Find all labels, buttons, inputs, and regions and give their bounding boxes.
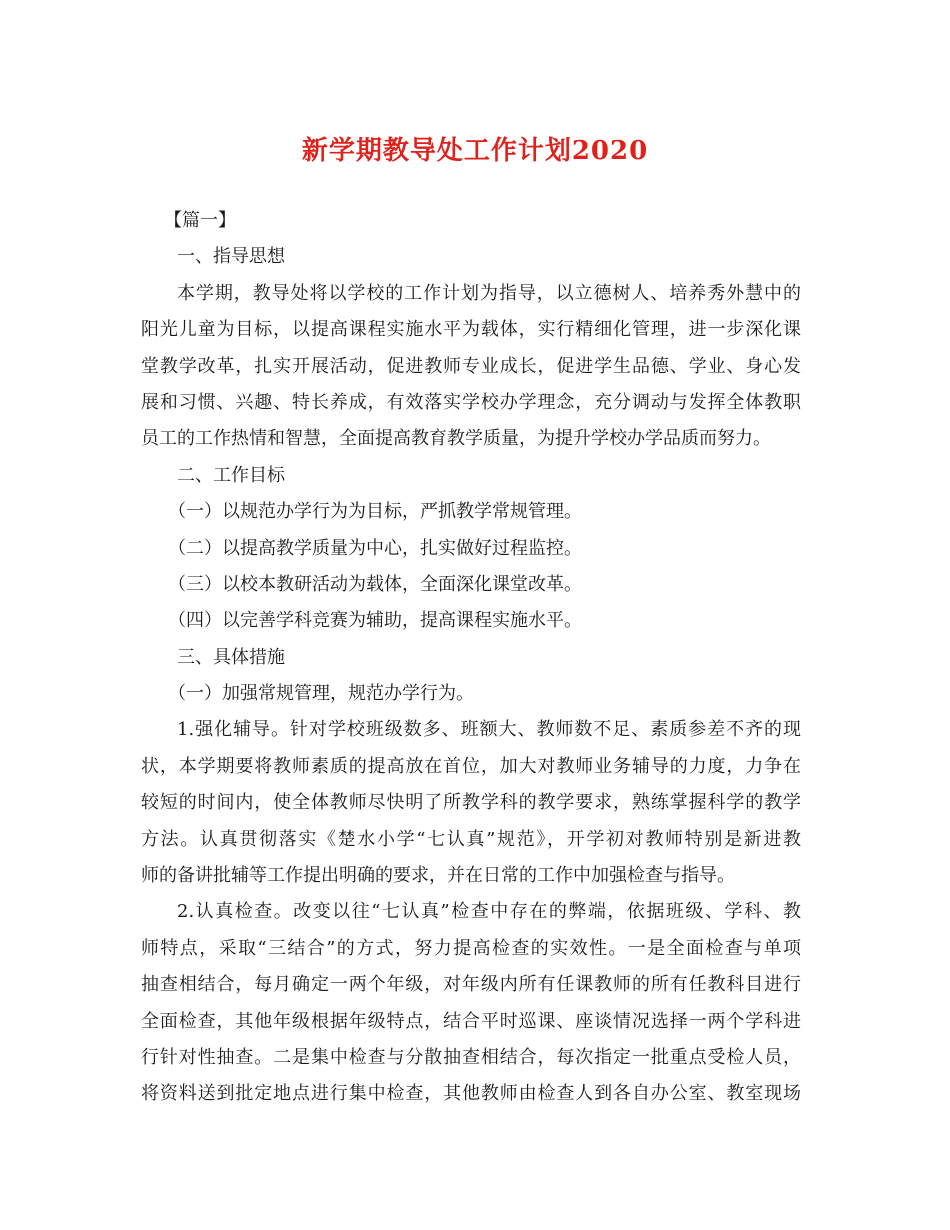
paragraph-line: 将资料送到批定地点进行集中检查，其他教师由检查人到各自办公室、教室现场 bbox=[141, 1083, 801, 1105]
paragraph-line: 阳光儿童为目标，以提高课程实施水平为载体，实行精细化管理，进一步深化课 bbox=[141, 319, 801, 341]
document-title: 新学期教导处工作计划2020 bbox=[301, 136, 649, 166]
paragraph-line: 全面检查，其他年级根据年级特点，结合平时巡课、座谈情况选择一两个学科进 bbox=[141, 1010, 801, 1032]
paragraph-line: 2.认真检查。改变以往“七认真”检查中存在的弊端，依据班级、学科、教 bbox=[177, 901, 801, 923]
goal-item: （四）以完善学科竞赛为辅助，提高课程实施水平。 bbox=[168, 610, 582, 632]
heading-work-goals: 二、工作目标 bbox=[177, 464, 285, 486]
subheading: （一）加强常规管理，规范办学行为。 bbox=[168, 683, 474, 705]
document-body bbox=[141, 203, 801, 1113]
heading-guiding-ideology: 一、指导思想 bbox=[177, 246, 285, 268]
heading-specific-measures: 三、具体措施 bbox=[177, 646, 285, 668]
paragraph-line: 状，本学期要将教师素质的提高放在首位，加大对教师业务辅导的力度，力争在 bbox=[141, 755, 801, 777]
paragraph-line: 1.强化辅导。针对学校班级数多、班额大、教师数不足、素质参差不齐的现 bbox=[177, 719, 801, 741]
paragraph-line: 抽查相结合，每月确定一两个年级，对年级内所有任课教师的所有任教科目进行 bbox=[141, 974, 801, 996]
section-label: 【篇一】 bbox=[164, 210, 236, 231]
paragraph-line: 员工的工作热情和智慧，全面提高教育教学质量，为提升学校办学品质而努力。 bbox=[141, 428, 771, 450]
paragraph-line: 师特点，采取“三结合”的方式，努力提高检查的实效性。一是全面检查与单项 bbox=[141, 937, 801, 959]
paragraph-line: 堂教学改革，扎实开展活动，促进教师专业成长，促进学生品德、学业、身心发 bbox=[141, 355, 801, 377]
paragraph-line: 展和习惯、兴趣、特长养成，有效落实学校办学理念，充分调动与发挥全体教职 bbox=[141, 391, 801, 413]
goal-item: （三）以校本教研活动为载体，全面深化课堂改革。 bbox=[168, 573, 582, 595]
paragraph-line: 行针对性抽查。二是集中检查与分散抽查相结合，每次指定一批重点受检人员， bbox=[141, 1046, 801, 1068]
goal-item: （二）以提高教学质量为中心，扎实做好过程监控。 bbox=[168, 537, 582, 559]
paragraph-line: 师的备讲批辅等工作提出明确的要求，并在日常的工作中加强检查与指导。 bbox=[141, 865, 735, 887]
paragraph-line: 方法。认真贯彻落实《楚水小学“七认真”规范》，开学初对教师特别是新进教 bbox=[141, 828, 801, 850]
paragraph-line: 本学期，教导处将以学校的工作计划为指导，以立德树人、培养秀外慧中的 bbox=[177, 282, 801, 304]
goal-item: （一）以规范办学行为为目标，严抓教学常规管理。 bbox=[168, 501, 582, 523]
paragraph-line: 较短的时间内，使全体教师尽快明了所教学科的教学要求，熟练掌握科学的教学 bbox=[141, 792, 801, 814]
